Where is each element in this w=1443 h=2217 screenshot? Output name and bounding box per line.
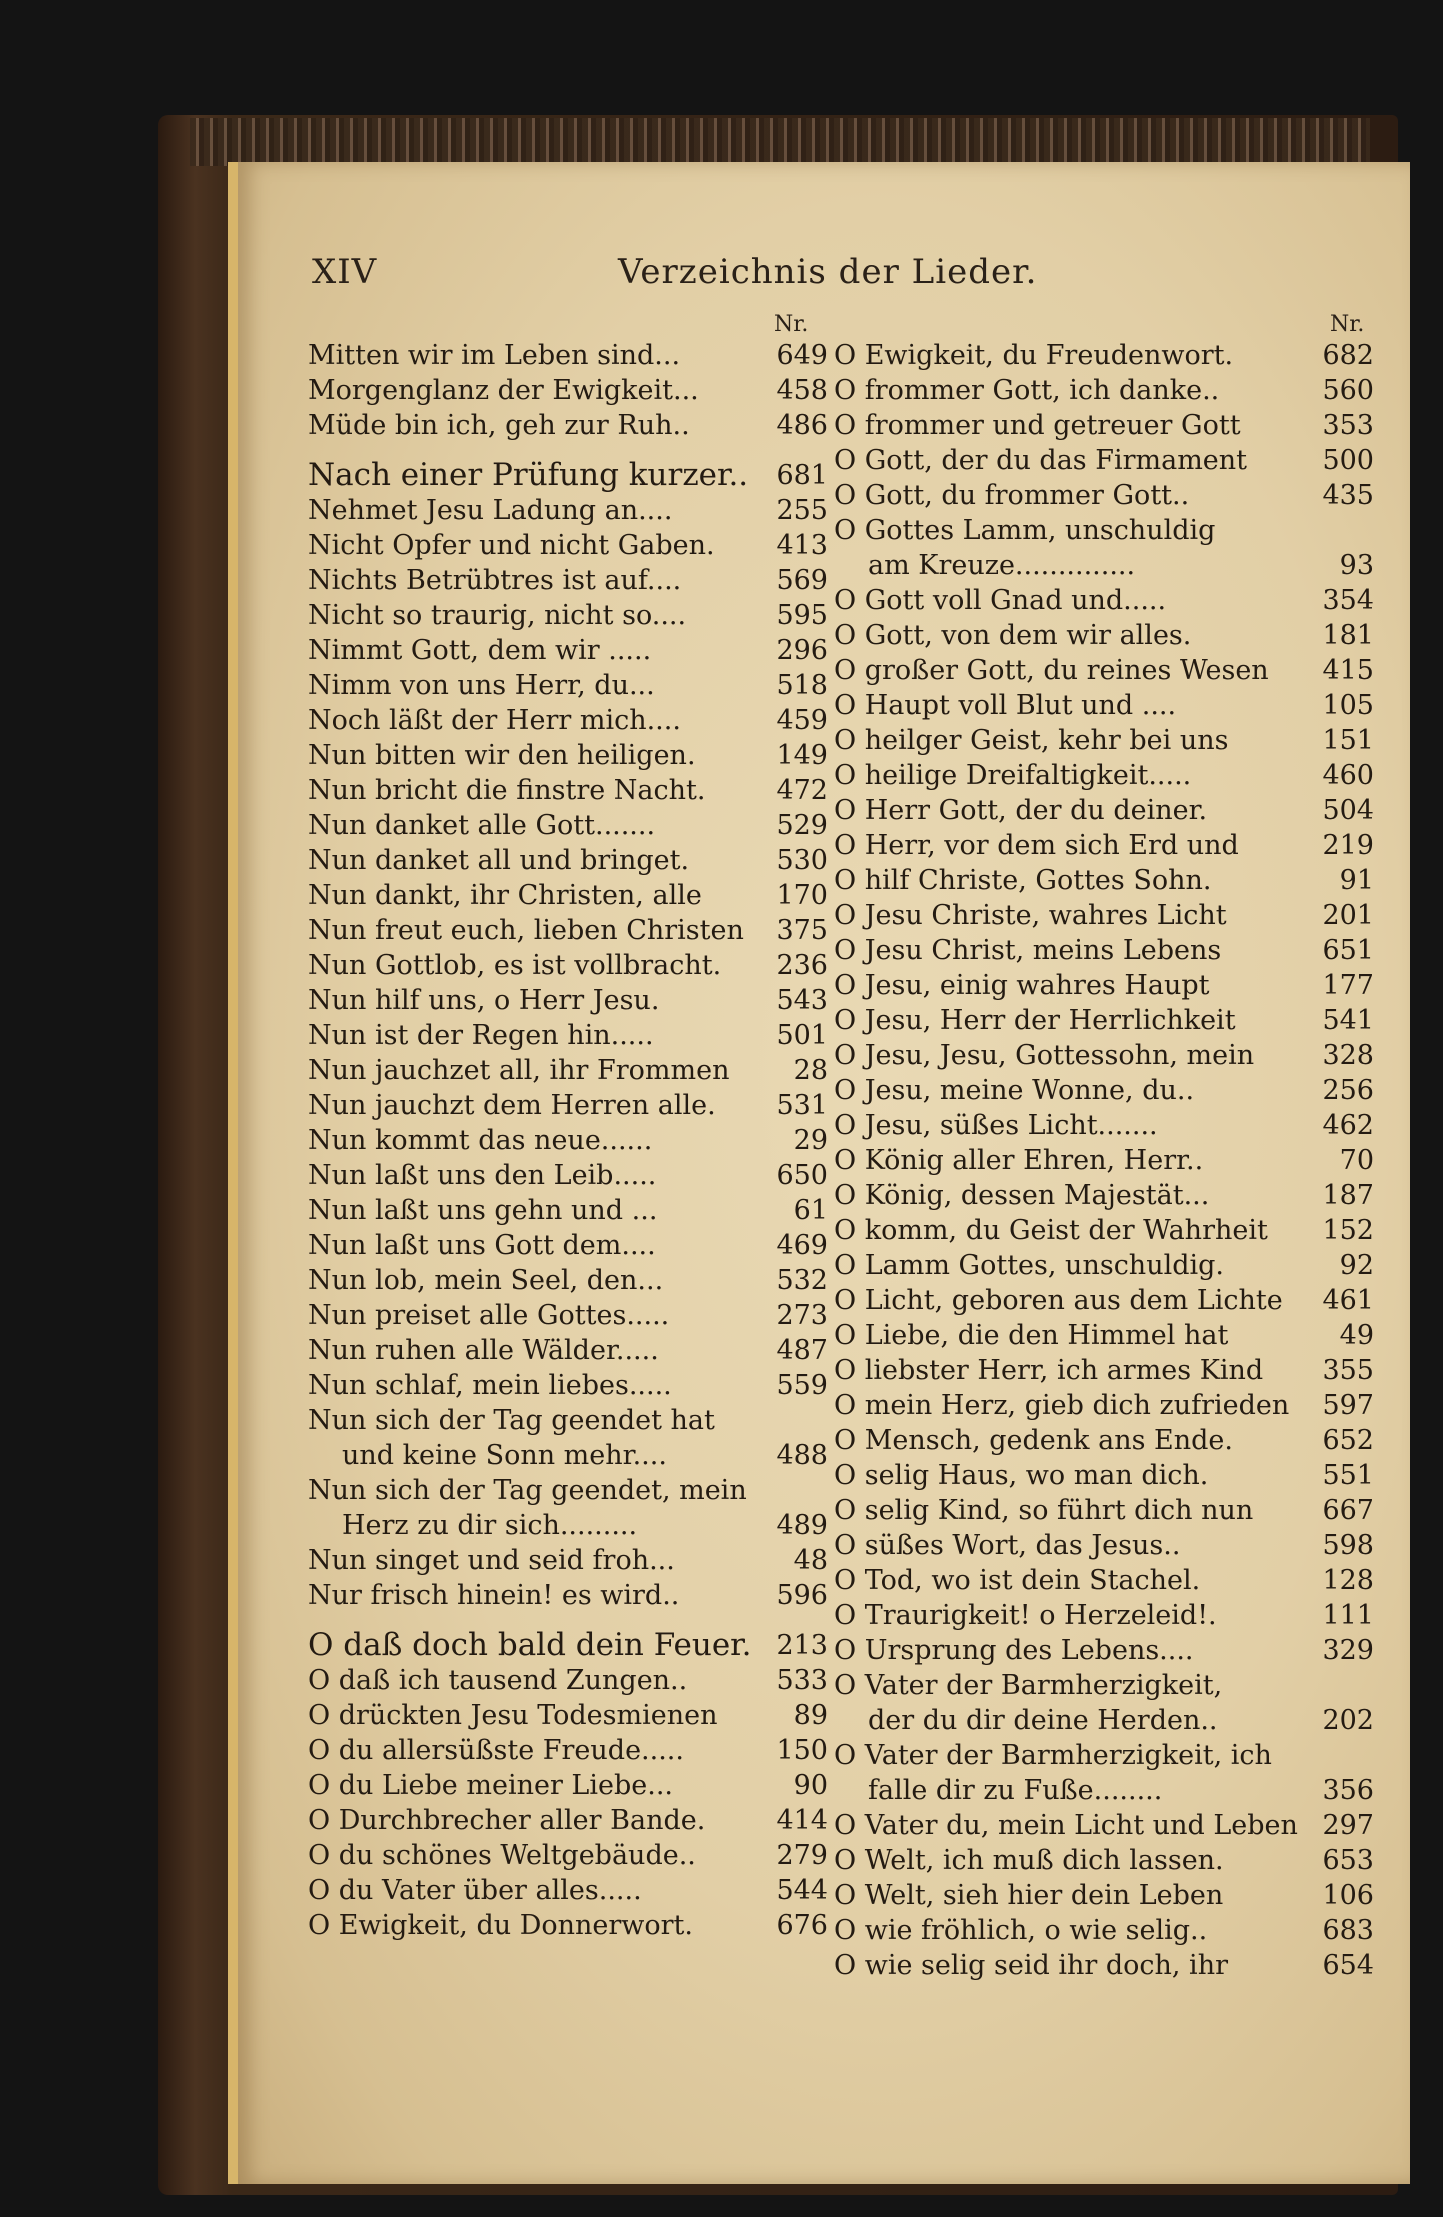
hymn-title: O Licht, geboren aus dem Lichte [834, 1285, 1283, 1316]
hymn-number: 469 [776, 1230, 828, 1261]
index-entry [308, 1263, 828, 1298]
index-entry [834, 758, 1374, 793]
hymn-title: O Vater der Barmherzigkeit, ich [834, 1740, 1272, 1771]
index-entry [834, 1003, 1374, 1038]
hymn-title: O Ewigkeit, du Freudenwort. [834, 340, 1234, 371]
hymn-title: O Jesu, süßes Licht....... [834, 1110, 1158, 1141]
index-entry [308, 373, 828, 408]
index-entry [308, 458, 828, 493]
index-entry [308, 703, 828, 738]
hymn-number: 653 [1322, 1845, 1374, 1876]
hymn-number: 597 [1322, 1390, 1374, 1421]
hymn-title: Nimm von uns Herr, du... [308, 670, 655, 701]
index-entry [308, 1803, 828, 1838]
hymn-number: 273 [776, 1300, 828, 1331]
index-entry [834, 1598, 1374, 1633]
hymn-title: Nun dankt, ihr Christen, alle [308, 880, 702, 911]
index-entry [308, 1543, 828, 1578]
index-entry [834, 1668, 1374, 1703]
hymn-number: 297 [1322, 1810, 1374, 1841]
hymn-number: 676 [776, 1910, 828, 1941]
hymn-number: 458 [776, 375, 828, 406]
hymn-number: 489 [776, 1510, 828, 1541]
hymn-title: O Gott, der du das Firmament [834, 445, 1248, 476]
hymn-title: O Welt, ich muß dich lassen. [834, 1845, 1224, 1876]
hymn-title: O hilf Christe, Gottes Sohn. [834, 865, 1212, 896]
index-entry [834, 793, 1374, 828]
hymn-number: 356 [1322, 1775, 1374, 1806]
hymn-title: O wie selig seid ihr doch, ihr [834, 1950, 1228, 1981]
hymn-number: 92 [1339, 1250, 1374, 1281]
hymn-number: 683 [1322, 1915, 1374, 1946]
index-entry [834, 1773, 1374, 1808]
hymn-title: O Jesu, Jesu, Gottessohn, mein [834, 1040, 1255, 1071]
hymn-title: O heilger Geist, kehr bei uns [834, 725, 1229, 756]
index-entry [308, 913, 828, 948]
hymn-number: 462 [1322, 1110, 1374, 1141]
index-entry [834, 1808, 1374, 1843]
index-entry [308, 1508, 828, 1543]
hymn-title: Noch läßt der Herr mich.... [308, 705, 681, 736]
hymn-number: 460 [1322, 760, 1374, 791]
index-entry [834, 933, 1374, 968]
hymn-number: 177 [1322, 970, 1374, 1001]
hymn-number: 151 [1322, 725, 1374, 756]
hymn-title: Nun sich der Tag geendet, mein [308, 1475, 747, 1506]
hymn-number: 651 [1322, 935, 1374, 966]
hymn-title: O König aller Ehren, Herr.. [834, 1145, 1204, 1176]
hymn-title: am Kreuze.............. [868, 550, 1136, 581]
hymn-number: 504 [1322, 795, 1374, 826]
hymn-title: Morgenglanz der Ewigkeit... [308, 375, 699, 406]
book-page [228, 162, 1410, 2184]
index-entry [308, 1228, 828, 1263]
index-entry [308, 1768, 828, 1803]
hymn-number: 531 [776, 1090, 828, 1121]
hymn-number: 650 [776, 1160, 828, 1191]
hymn-number: 49 [1339, 1320, 1374, 1351]
hymn-title: O Jesu Christ, meins Lebens [834, 935, 1222, 966]
hymn-number: 413 [776, 530, 828, 561]
hymn-title: O Durchbrecher aller Bande. [308, 1805, 706, 1836]
hymn-title: O du allersüßste Freude..... [308, 1735, 684, 1766]
hymn-number: 541 [1322, 1005, 1374, 1036]
hymn-title: O daß doch bald dein Feuer. [308, 1627, 752, 1663]
index-entry [834, 1423, 1374, 1458]
index-entry [308, 1838, 828, 1873]
hymn-number: 667 [1322, 1495, 1374, 1526]
index-entry [834, 863, 1374, 898]
index-entry [308, 773, 828, 808]
index-entry [834, 408, 1374, 443]
hymn-number: 649 [776, 340, 828, 371]
index-entry [308, 1438, 828, 1473]
hymn-title: Nun preiset alle Gottes..... [308, 1300, 670, 1331]
index-entry [834, 1283, 1374, 1318]
hymn-title: O König, dessen Majestät... [834, 1180, 1210, 1211]
index-entry [834, 548, 1374, 583]
hymn-number: 501 [776, 1020, 828, 1051]
index-entry [308, 843, 828, 878]
hymn-number: 487 [776, 1335, 828, 1366]
hymn-number: 29 [793, 1125, 828, 1156]
index-entry [308, 1333, 828, 1368]
number-column-label-left: Nr. [774, 312, 809, 337]
hymn-number: 93 [1339, 550, 1374, 581]
hymn-title: Nun singet und seid froh... [308, 1545, 675, 1576]
hymn-number: 255 [776, 495, 828, 526]
hymn-title: Nun laßt uns gehn und ... [308, 1195, 658, 1226]
index-entry [834, 1213, 1374, 1248]
index-entry [834, 1108, 1374, 1143]
hymn-title: Müde bin ich, geh zur Ruh.. [308, 410, 690, 441]
hymn-title: O Vater der Barmherzigkeit, [834, 1670, 1223, 1701]
hymn-number: 111 [1322, 1600, 1374, 1631]
index-entry [308, 1873, 828, 1908]
index-entry [834, 1738, 1374, 1773]
hymn-title: Nun kommt das neue...... [308, 1125, 653, 1156]
hymn-title: O Ursprung des Lebens.... [834, 1635, 1194, 1666]
hymn-number: 559 [776, 1370, 828, 1401]
hymn-number: 90 [793, 1770, 828, 1801]
hymn-number: 654 [1322, 1950, 1374, 1981]
hymn-title: Nun danket alle Gott....... [308, 810, 656, 841]
hymn-title: O Gottes Lamm, unschuldig [834, 515, 1216, 546]
index-entry [834, 513, 1374, 548]
index-entry [834, 1388, 1374, 1423]
hymn-title: O selig Kind, so führt dich nun [834, 1495, 1254, 1526]
index-entry [308, 563, 828, 598]
index-entry [834, 1528, 1374, 1563]
hymn-title: O Welt, sieh hier dein Leben [834, 1880, 1224, 1911]
index-entry [308, 1578, 828, 1613]
hymn-title: Nun jauchzt dem Herren alle. [308, 1090, 716, 1121]
index-entry [834, 1948, 1374, 1983]
index-entry [308, 528, 828, 563]
hymn-title: O Tod, wo ist dein Stachel. [834, 1565, 1201, 1596]
hymn-title: O daß ich tausend Zungen.. [308, 1665, 688, 1696]
hymn-number: 236 [776, 950, 828, 981]
index-entry [834, 1843, 1374, 1878]
index-entry [308, 1298, 828, 1333]
index-entry [308, 1908, 828, 1943]
hymn-title: Nun schlaf, mein liebes..... [308, 1370, 672, 1401]
hymn-number: 486 [776, 410, 828, 441]
hymn-title: O du schönes Weltgebäude.. [308, 1840, 696, 1871]
index-entry [308, 1403, 828, 1438]
index-entry [834, 1178, 1374, 1213]
hymn-number: 213 [776, 1630, 828, 1661]
hymn-number: 201 [1322, 900, 1374, 931]
index-entry [308, 1053, 828, 1088]
hymn-number: 682 [1322, 340, 1374, 371]
index-entry [834, 1143, 1374, 1178]
hymn-number: 472 [776, 775, 828, 806]
index-entry [308, 1088, 828, 1123]
index-entry [834, 1073, 1374, 1108]
hymn-number: 415 [1322, 655, 1374, 686]
hymn-title: O mein Herz, gieb dich zufrieden [834, 1390, 1290, 1421]
hymn-title: O Gott, von dem wir alles. [834, 620, 1192, 651]
hymn-number: 530 [776, 845, 828, 876]
hymn-number: 353 [1322, 410, 1374, 441]
index-entry [834, 478, 1374, 513]
hymn-number: 544 [776, 1875, 828, 1906]
hymn-title: O Herr, vor dem sich Erd und [834, 830, 1239, 861]
hymn-title: O Vater du, mein Licht und Leben [834, 1810, 1298, 1841]
hymn-number: 279 [776, 1840, 828, 1871]
hymn-title: O drückten Jesu Todesmienen [308, 1700, 718, 1731]
index-entry [308, 1698, 828, 1733]
index-entry [834, 1878, 1374, 1913]
index-entry [308, 408, 828, 443]
book-spine-edge [190, 118, 1370, 166]
index-entry [834, 1563, 1374, 1598]
index-entry [308, 1473, 828, 1508]
page-number: XIV [312, 252, 378, 292]
hymn-title: Nun sich der Tag geendet hat [308, 1405, 715, 1436]
hymn-title: O komm, du Geist der Wahrheit [834, 1215, 1268, 1246]
hymn-number: 61 [793, 1195, 828, 1226]
hymn-title: Nun lob, mein Seel, den... [308, 1265, 664, 1296]
index-entry [308, 668, 828, 703]
hymn-number: 355 [1322, 1355, 1374, 1386]
hymn-title: O Jesu, Herr der Herrlichkeit [834, 1005, 1236, 1036]
hymn-number: 532 [776, 1265, 828, 1296]
index-entry [308, 1368, 828, 1403]
index-entry [308, 1193, 828, 1228]
index-entry [308, 493, 828, 528]
hymn-number: 181 [1322, 620, 1374, 651]
hymn-title: Nehmet Jesu Ladung an.... [308, 495, 673, 526]
hymn-number: 202 [1322, 1705, 1374, 1736]
index-entry [834, 898, 1374, 933]
hymn-number: 596 [776, 1580, 828, 1611]
hymn-title: O Ewigkeit, du Donnerwort. [308, 1910, 693, 1941]
hymn-title: Nun danket all und bringet. [308, 845, 690, 876]
hymn-number: 296 [776, 635, 828, 666]
hymn-title: O Haupt voll Blut und .... [834, 690, 1177, 721]
hymn-title: O Mensch, gedenk ans Ende. [834, 1425, 1233, 1456]
hymn-number: 595 [776, 600, 828, 631]
hymn-number: 89 [793, 1700, 828, 1731]
hymn-number: 328 [1322, 1040, 1374, 1071]
hymn-number: 529 [776, 810, 828, 841]
hymn-title: O Herr Gott, der du deiner. [834, 795, 1208, 826]
hymn-number: 48 [793, 1545, 828, 1576]
index-entry [834, 653, 1374, 688]
hymn-title: Nun Gottlob, es ist vollbracht. [308, 950, 722, 981]
hymn-title: Mitten wir im Leben sind... [308, 340, 681, 371]
hymn-title: O du Vater über alles..... [308, 1875, 642, 1906]
hymn-number: 28 [793, 1055, 828, 1086]
index-entry [834, 1353, 1374, 1388]
index-entry [834, 443, 1374, 478]
hymn-number: 569 [776, 565, 828, 596]
hymn-number: 598 [1322, 1530, 1374, 1561]
index-entry [834, 723, 1374, 758]
index-entry [834, 1703, 1374, 1738]
hymn-number: 354 [1322, 585, 1374, 616]
index-entry [834, 1633, 1374, 1668]
hymn-index-left-column [308, 338, 828, 1943]
index-entry [834, 1248, 1374, 1283]
hymn-title: O heilige Dreifaltigkeit..... [834, 760, 1192, 791]
hymn-title: O Jesu, meine Wonne, du.. [834, 1075, 1195, 1106]
number-column-label-right: Nr. [1330, 312, 1365, 337]
index-entry [834, 1458, 1374, 1493]
hymn-title: O selig Haus, wo man dich. [834, 1460, 1209, 1491]
hymn-title: O Traurigkeit! o Herzeleid!. [834, 1600, 1217, 1631]
hymn-title: Nun freut euch, lieben Christen [308, 915, 744, 946]
hymn-title: Nur frisch hinein! es wird.. [308, 1580, 680, 1611]
hymn-number: 414 [776, 1805, 828, 1836]
hymn-title: O wie fröhlich, o wie selig.. [834, 1915, 1208, 1946]
index-entry [834, 968, 1374, 1003]
hymn-number: 518 [776, 670, 828, 701]
hymn-number: 329 [1322, 1635, 1374, 1666]
hymn-number: 500 [1322, 445, 1374, 476]
hymn-number: 149 [776, 740, 828, 771]
hymn-title: O Gott voll Gnad und..... [834, 585, 1167, 616]
index-entry [834, 1038, 1374, 1073]
hymn-number: 91 [1339, 865, 1374, 896]
hymn-title: Nun ist der Regen hin..... [308, 1020, 654, 1051]
hymn-number: 459 [776, 705, 828, 736]
index-entry [308, 1663, 828, 1698]
hymn-title: Herz zu dir sich......... [342, 1510, 638, 1541]
hymn-number: 70 [1339, 1145, 1374, 1176]
hymn-title: O süßes Wort, das Jesus.. [834, 1530, 1181, 1561]
index-entry [834, 1493, 1374, 1528]
index-entry [834, 618, 1374, 653]
index-entry [308, 598, 828, 633]
hymn-number: 488 [776, 1440, 828, 1471]
hymn-number: 435 [1322, 480, 1374, 511]
hymn-title: O Lamm Gottes, unschuldig. [834, 1250, 1225, 1281]
hymn-title: O frommer und getreuer Gott [834, 410, 1241, 441]
index-entry [308, 948, 828, 983]
hymn-index-right-column [834, 338, 1374, 1983]
index-entry [308, 1018, 828, 1053]
hymn-title: Nichts Betrübtres ist auf.... [308, 565, 682, 596]
index-entry [834, 1913, 1374, 1948]
hymn-title: und keine Sonn mehr.... [342, 1440, 667, 1471]
index-entry [308, 1123, 828, 1158]
hymn-title: O Jesu Christe, wahres Licht [834, 900, 1227, 931]
hymn-number: 543 [776, 985, 828, 1016]
hymn-title: O großer Gott, du reines Wesen [834, 655, 1269, 686]
index-entry [308, 633, 828, 668]
hymn-number: 551 [1322, 1460, 1374, 1491]
index-entry [308, 1733, 828, 1768]
hymn-title: Nun bricht die finstre Nacht. [308, 775, 706, 806]
page-title: Verzeichnis der Lieder. [618, 252, 1038, 292]
hymn-number: 375 [776, 915, 828, 946]
hymn-title: O du Liebe meiner Liebe... [308, 1770, 673, 1801]
hymn-title: O liebster Herr, ich armes Kind [834, 1355, 1264, 1386]
hymn-number: 681 [776, 460, 828, 491]
hymn-number: 256 [1322, 1075, 1374, 1106]
hymn-number: 105 [1322, 690, 1374, 721]
hymn-title: O Liebe, die den Himmel hat [834, 1320, 1229, 1351]
hymn-number: 187 [1322, 1180, 1374, 1211]
hymn-title: Nach einer Prüfung kurzer.. [308, 457, 749, 493]
hymn-title: O Gott, du frommer Gott.. [834, 480, 1190, 511]
index-entry [834, 373, 1374, 408]
hymn-title: Nicht so traurig, nicht so.... [308, 600, 687, 631]
hymn-number: 461 [1322, 1285, 1374, 1316]
index-entry [308, 1158, 828, 1193]
index-entry [834, 828, 1374, 863]
index-entry [308, 338, 828, 373]
hymn-title: der du dir deine Herden.. [868, 1705, 1218, 1736]
hymn-title: Nicht Opfer und nicht Gaben. [308, 530, 715, 561]
hymn-title: Nun laßt uns Gott dem.... [308, 1230, 656, 1261]
hymn-number: 128 [1322, 1565, 1374, 1596]
hymn-title: Nun bitten wir den heiligen. [308, 740, 696, 771]
hymn-title: Nun hilf uns, o Herr Jesu. [308, 985, 660, 1016]
index-entry [834, 688, 1374, 723]
hymn-number: 150 [776, 1735, 828, 1766]
hymn-title: Nimmt Gott, dem wir ..... [308, 635, 652, 666]
hymn-number: 106 [1322, 1880, 1374, 1911]
index-entry [308, 738, 828, 773]
hymn-title: O frommer Gott, ich danke.. [834, 375, 1220, 406]
hymn-number: 533 [776, 1665, 828, 1696]
index-entry [308, 983, 828, 1018]
hymn-title: Nun jauchzet all, ihr Frommen [308, 1055, 730, 1086]
index-entry [308, 1628, 828, 1663]
hymn-title: Nun laßt uns den Leib..... [308, 1160, 657, 1191]
hymn-number: 152 [1322, 1215, 1374, 1246]
hymn-title: O Jesu, einig wahres Haupt [834, 970, 1210, 1001]
hymn-number: 170 [776, 880, 828, 911]
hymn-number: 652 [1322, 1425, 1374, 1456]
hymn-number: 219 [1322, 830, 1374, 861]
hymn-number: 560 [1322, 375, 1374, 406]
hymn-title: falle dir zu Fuße........ [868, 1775, 1163, 1806]
hymn-title: Nun ruhen alle Wälder..... [308, 1335, 659, 1366]
index-entry [834, 1318, 1374, 1353]
index-entry [834, 583, 1374, 618]
index-entry [308, 808, 828, 843]
index-entry [834, 338, 1374, 373]
index-entry [308, 878, 828, 913]
